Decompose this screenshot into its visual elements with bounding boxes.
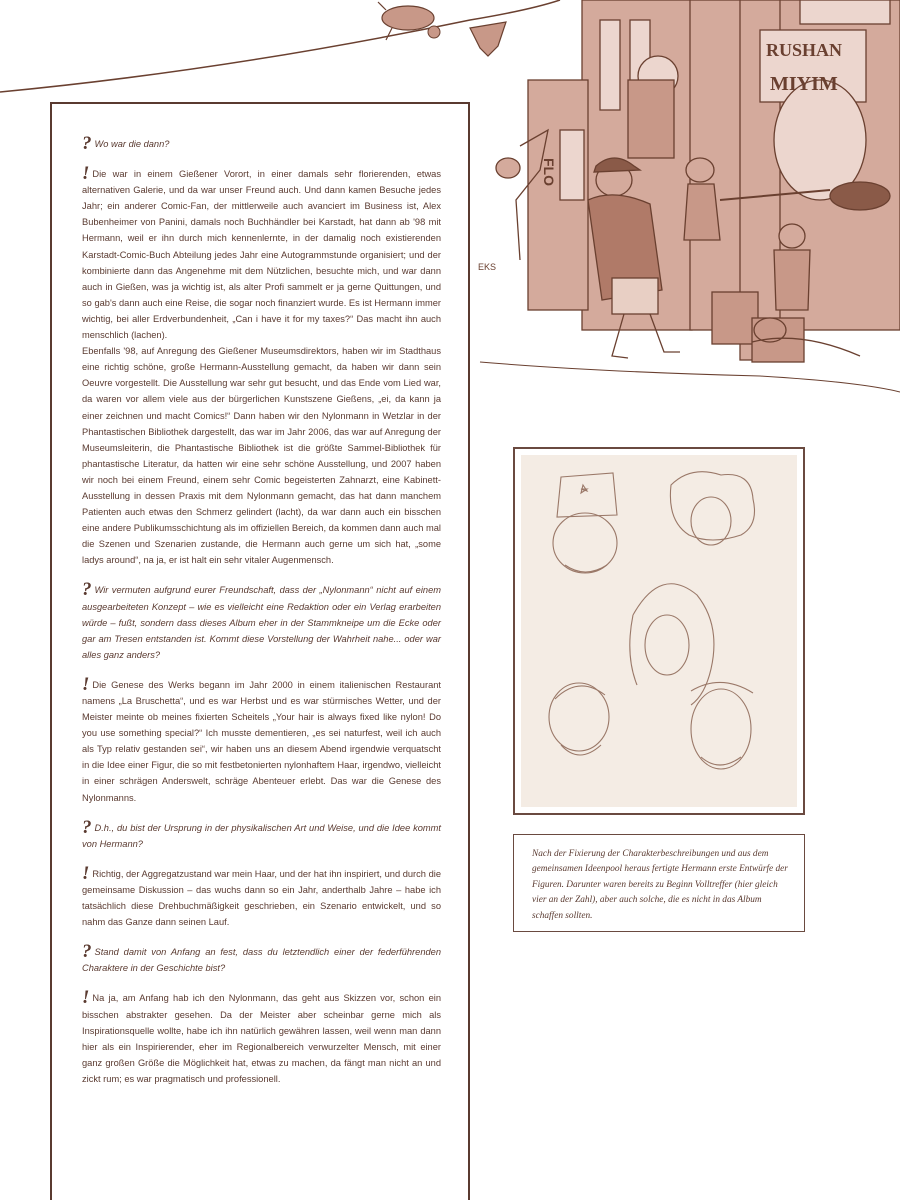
answer-text: Die Genese des Werks begann im Jahr 2000 in einem italienischen Restaurant namens „La Bruschetta“, und es war Herbst und es war stürmisches Wetter, und der Meister meinte ob meines fixierten Scheitels „Your hair is always fixed like nylon! Do you use something special?“ Ich musste dementieren, „es sei naturfest, weil ich auch als Typ relativ gestanden sei“, wir haben uns an diesem Abend irgendwie verquatscht in die Idee einer Figur, die so mit festbetonierten nylonhaftem Haar, irgendwo, vielleicht in einer schrägen Anderswelt, schräge Abenteuer erlebt. Das war die Genese des Nylonmanns. — [82, 679, 441, 803]
question-mark-icon: ? — [82, 816, 92, 838]
question-2 — [82, 579, 441, 662]
character-sketch-frame — [513, 447, 805, 815]
question-mark-icon: ? — [82, 941, 92, 963]
shop-sign-bottom: MIYIM — [770, 73, 838, 95]
exclamation-mark-icon: ! — [82, 673, 90, 695]
question-text: Wo war die dann? — [94, 139, 170, 149]
character-sketch-image — [521, 455, 797, 807]
sign-small: EKS — [478, 262, 497, 272]
bird-icon — [378, 2, 440, 40]
question-text: Wir vermuten aufgrund eurer Freundschaft, dass der „Nylonmann“ nicht auf einem ausgearbeiteten Konzept – wie es vielleicht eine Redaktion oder ein Verlag erarbeiten würde – fußt, sondern dass dieses Album eher in der Stammkneipe um die Ecke oder gar am Tresen entstanden ist. Kommt diese Vorstellung der Wahrheit nahe... oder war alles ganz anders? — [82, 585, 441, 660]
answer-text: Die war in einem Gießener Vorort, in einer damals sehr florierenden, etwas alternativen Galerie, und da war unser Freund auch. Und dann kamen Besuche jedes Jahr; ein anderer Comic-Fan, der mittlerweile auch avanciert im Business ist, Alex Bubenheimer von Panini, damals noch Buchhändler bei Karstadt, hat dann ab '98 mit Hermann, weil er ihn durch mich kennenlernte, in der damalig noch existierenden Karstadt-Comic-Buch Abteilung jedes Jahr eine Autogrammstunde organisiert; und der kombinierte dann das Angenehme mit dem Nützlichen, besuchte mich, und war dann auch in Gießen, was ja wichtig ist, als alter Profi sammelt er ja gerne Quittungen, und so gab's dann auch eine Reise, die sogar noch finanziert wurde. Es ist Hermann immer wichtig, bei aller Erdverbundenheit, „Can i have it for my taxes?“ Das macht ihn auch menschlich (lachen). — [82, 169, 441, 341]
exclamation-mark-icon: ! — [82, 987, 90, 1009]
sign-vertical: FLO — [541, 158, 557, 186]
question-text: D.h., du bist der Ursprung in der physikalischen Art und Weise, und die Idee kommt von Hermann? — [82, 822, 441, 849]
caption-box — [513, 834, 805, 932]
sketch-drawing — [521, 455, 797, 807]
question-1 — [82, 133, 441, 154]
answer-2 — [82, 673, 441, 806]
buildings — [528, 0, 900, 362]
answer-3 — [82, 862, 441, 930]
answer-text: Richtig, der Aggregatzustand war mein Haar, und der hat ihn inspiriert, und durch die gemeinsame Diskussion – das wuchs dann so ein Jahr, anderthalb Jahre – habe ich tatsächlich diese Drehbuchmäßigkeit geschrieben, ein Szenario entwickelt, und so nahm das Ganze dann seinen Lauf. — [82, 868, 441, 928]
clothesline — [0, 0, 560, 92]
question-text: Stand damit von Anfang an fest, dass du letztendlich einer der federführenden Charaktere in der Geschichte bist? — [82, 947, 441, 974]
answer-4 — [82, 987, 441, 1087]
answer-1 — [82, 163, 441, 568]
question-mark-icon: ? — [82, 133, 92, 154]
ground-line — [480, 362, 900, 392]
answer-continuation: Ebenfalls '98, auf Anregung des Gießener Museumsdirektors, haben wir im Stadthaus eine richtig schöne, große Hermann-Ausstellung gemacht, da haben wir dann sein Oeuvre vorgestellt. Die Ausstellung war sehr gut besucht, und das Ende vom Lied war, da waren vor allem viele aus der bürgerlichen Kunstszene Gießens, „ei, da kann ja einer zeichnen und macht Comics!“ Dann haben wir den Nylonmann in Wetzlar in der Phantastischen Bibliothek dargestellt, das war im Jahr 2006, das war auf Anregung der Museumsleiterin, die Phantastische Bibliothek ist die größte Sammel-Bibliothek für phantastische Literatur, da hatten wir eine sehr schöne Ausstellung, und 2007 haben wir noch bei einem Freund, einem sehr Comic begeisterten Zahnarzt, eine Kabinett-Ausstellung in dessen Praxis mit dem Nylonmann gemacht, das hat dann manchem Patienten auch etwas den Schmerz gelindert (lacht), da war dann auch ein bisschen eine andere Publikumsschichtung als im offiziellen Bereich, da kommen dann auch mal die Szenen und Szenarien zustande, die Hermann auch gerne um sich hat, „some ladys around“, na ja, er ist halt ein sehr vitaler Augenmensch. — [82, 346, 441, 566]
answer-text: Na ja, am Anfang hab ich den Nylonmann, das geht aus Skizzen vor, schon ein bisschen abstrakter gesehen. Da der Meister aber scheinbar gerne mich als Inspirationsquelle wollte, habe ich ihn natürlich gewähren lassen, weil wenn man dann hier als ein Inspirierender, eher im Regionalbereich verwurzelter Mensch, mit einer ganz großen Größe die Möglichkeit hat, etwas zu machen, da fängt man nicht an und zickt rum; es war pragmatisch und professionell. — [82, 993, 441, 1084]
question-mark-icon: ? — [82, 579, 92, 601]
shop-sign-top: RUSHAN — [766, 40, 843, 60]
exclamation-mark-icon: ! — [82, 163, 90, 185]
interview-box — [50, 102, 470, 1200]
question-4 — [82, 941, 441, 976]
laundry-icon — [470, 22, 506, 56]
caption-text: Nach der Fixierung der Charakterbeschreibungen und aus dem gemeinsamen Ideenpool heraus fertigte Hermann erste Entwürfe der Figuren. Darunter waren bereits zu Beginn Volltreffer (hier gleich vier an der Zahl), aber auch solche, die es nicht in das Album schaffen sollten. — [532, 849, 788, 921]
question-3 — [82, 816, 441, 852]
exclamation-mark-icon: ! — [82, 862, 90, 884]
